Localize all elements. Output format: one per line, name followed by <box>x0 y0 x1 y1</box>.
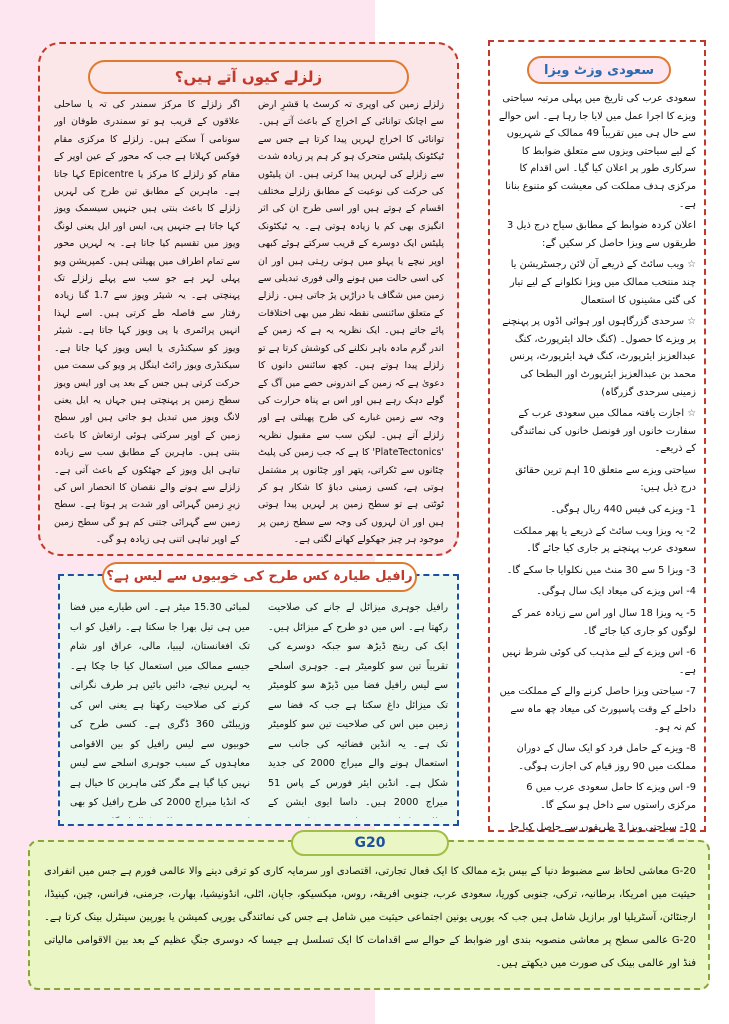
visa-fact-item: 4- اس ویزے کی میعاد ایک سال ہوگی۔ <box>536 586 696 598</box>
rafale-column-1 <box>268 598 448 818</box>
visa-method-item: ☆ سرحدی گزرگاہوں اور ہوائی اڈوں پر پہنچنے پر ویزے کا حصول۔ (کنگ خالد ایئرپورٹ، کنگ عبدالعزیز ایئرپورٹ، کنگ فہد ایئرپورٹ، پرنس محمد بن عبدالعزیز ایئرپورٹ اور البطحا کی زمینی سرحدی گزرگاہ) <box>498 313 696 401</box>
rafale-article <box>58 569 459 826</box>
saudi-visa-methods-intro: اعلان کردہ ضوابط کے مطابق سیاح درج ذیل 3 طریقوں سے ویزا حاصل کر سکیں گے: <box>506 220 696 249</box>
visa-fact-item: 7- سیاحتی ویزا حاصل کرنے والے کے مملکت میں داخلے کے وقت پاسپورٹ کی میعاد چھ ماہ سے کم نہ ہو۔ <box>499 686 696 733</box>
visa-fact-item: 2- یہ ویزا ویب سائٹ کے ذریعے یا پھر مملکت سعودی عرب پہنچنے پر جاری کیا جائے گا۔ <box>513 525 696 555</box>
rafale-column-2 <box>70 598 250 818</box>
visa-method-item: ☆ اجازت یافتہ ممالک میں سعودی عرب کے سفارت خانوں اور قونصل خانوں کی نمائندگی کے ذریعے۔ <box>498 405 696 458</box>
g20-title: G20 <box>291 830 449 856</box>
saudi-visa-body <box>498 90 696 858</box>
earthquake-article <box>38 42 459 556</box>
visa-fact-item: 6- اس ویزے کے لیے مذہب کی کوئی شرط نہیں ہے۔ <box>502 647 696 676</box>
earthquake-title: زلزلے کیوں آتے ہیں؟ <box>88 60 409 94</box>
g20-text: G-20 معاشی لحاظ سے مضبوط دنیا کے بیس بڑے ممالک کا ایک فعال تجارتی، اقتصادی اور سرمایہ کاری کو ترقی دینے والا عالمی فورم ہے جس میں انفرادی حیثیت میں امریکا، برطانیہ، ترکی، جنوبی کوریا، سعودی عرب، جنوبی افریقہ، روس، میکسیکو، جاپان، اٹلی، انڈونیشیا، بھارت، جرمنی، فرانس، چین، کینیڈا، ارجنٹائن، آسٹریلیا اور برازیل شامل ہیں جب کہ یورپی یونین اجتماعی حیثیت میں شامل ہے جس کی نمائندگی یورپی کمیشن یا یورپین سینٹرل بینک کرتا ہے۔ G-20 عالمی سطح پر معاشی منصوبہ بندی اور ضوابط کے حوالے سے اقدامات کا ایک تسلسل ہے جیسا کہ دوسری جنگِ عظیم کے بعد بین الاقوامی مالیاتی فنڈ اور عالمی بینک کی صورت میں دیکھتے ہیں۔ <box>44 866 696 969</box>
rafale-text-2: لمبائی 15.30 میٹر ہے۔ اس طیارے میں فضا میں ہی تیل بھرا جا سکتا ہے۔ رافیل کو اب تک افغانستان، لیبیا، مالی، عراق اور شام جیسے ممالک میں استعمال کیا جا چکا ہے۔ یہ لہریں نیچے، دائیں بائیں ہر طرف نگرانی کرنے کی صلاحیت رکھتا ہے یعنی اس کی وزیبلٹی 360 ڈگری ہے۔ کسی طرح کی خوبیوں سے لیس رافیل کو بین الاقوامی معاہدوں کے سبب جوہری اسلحے سے لیس نہیں کیا گیا ہے مگر کئی ماہرین کا خیال ہے کہ انڈیا میراج 2000 کی طرح رافیل کو بھی <box>70 602 250 808</box>
saudi-visa-article <box>488 40 706 832</box>
visa-fact-item: 3- ویزا 5 سے 30 منٹ میں نکلوایا جا سکے گا۔ <box>506 564 696 576</box>
g20-body <box>44 860 696 975</box>
visa-fact-item: 5- یہ ویزا 18 سال اور اس سے زیادہ عمر کے لوگوں کو جاری کیا جائے گا۔ <box>511 608 696 637</box>
saudi-visa-title: سعودی وزٹ ویزا <box>527 56 671 84</box>
visa-fact-item: 10- سیاحتی ویزا 3 طریقوں سے حاصل کیا جا <box>510 821 696 833</box>
visa-method-item: ☆ ویب سائٹ کے ذریعے آن لائن رجسٹریشن یا چند منتخب ممالک میں ویزا نکلوانے کے لیے تیار کی گئی مشینوں کا استعمال <box>498 256 696 309</box>
earthquake-column-1 <box>258 96 444 546</box>
g20-article <box>28 835 710 990</box>
visa-fact-item: 1- ویزے کی فیس 440 ریال ہوگی۔ <box>550 504 696 516</box>
visa-fact-item: 8- ویزے کے حامل فرد کو ایک سال کے دوران مملکت میں 90 روز قیام کی اجازت ہوگی۔ <box>516 743 696 772</box>
visa-fact-item: 9- اس ویزے کا حامل سعودی عرب میں 6 مرکزی راستوں سے داخل ہو سکے گا۔ <box>526 782 696 811</box>
earthquake-column-2 <box>54 96 240 546</box>
earthquake-columns <box>54 96 444 546</box>
earthquake-text-2: اگر زلزلے کا مرکز سمندر کی تہ یا ساحلی علاقوں کے قریب ہو تو سمندری طوفان اور سونامی آ سکتے ہیں۔ زلزلے کا مرکزی مقام فوکس کہلاتا ہے جب کہ محور کے عین اوپر کے مقام کو زلزلے کا مرکز یا Epicentre کہا جاتا ہے۔ ماہرین کے مطابق تین طرح کی لہریں زلزلے کا باعث بنتی ہیں جنہیں سیسمک ویوز کہا جاتا ہے جنہیں پی، ایس اور ایل یعنی لونگ ویوز میں تقسیم کیا جاتا ہے۔ یہ لہریں محور سے تمام اطراف میں پھیلتی ہیں۔ کمپریشن ویو پہلی لہر ہے جو سب سے پہلے زلزلے تک پہنچتی ہے۔ یہ شیئر ویوز سے 1.7 گنا زیادہ رفتار سے فاصلہ طے کرتی ہیں۔ اسے لہذا انہیں پرائمری یا پی ویوز کہا جاتا ہے۔ شیئر ویوز کو سیکنڈری یا ایس ویوز کہا جاتا ہے۔ سیکنڈری ویوز رائٹ اینگل پر ویو کی سمت میں حرکت کرتی ہیں جس کے بعد پی اور ایس ویوز سطح زمین پر پہنچتی ہیں جہاں یہ ایل یعنی لانگ ویوز میں تبدیل ہو جاتی ہیں اور سطح زمین کے اوپر سرکتی ہوئی ارتعاش کا باعث بنتی ہیں۔ ماہرین کے مطابق سب سے زیادہ تباہی ایل ویوز کے جھٹکوں کے باعث آتی ہے۔ زلزلے سے ہونے والے نقصان کا انحصار اس کی زیرِ زمین گہرائی اور شدت پر ہوتا ہے۔ سطح زمین سے گہرائی جتنی کم ہو گی سطح زمین کے اوپر تباہی اتنی ہی زیادہ ہو گی۔ <box>54 99 240 546</box>
rafale-title: رافیل طیارہ کس طرح کی خوبیوں سے لیس ہے؟ <box>102 562 417 592</box>
rafale-columns <box>70 598 448 818</box>
rafale-text-1: رافیل جوہری میزائل لے جانے کی صلاحیت رکھتا ہے۔ اس میں دو طرح کے میزائل ہیں۔ ایک کی رینج ڈیڑھ سو جبکہ دوسرے کی تقریباً تین سو کلومیٹر ہے۔ جوہری اسلحے سے لیس رافیل فضا میں ڈیڑھ سو کلومیٹر تک میزائل داغ سکتا ہے جب کہ فضا سے زمین میں اس کی صلاحیت تین سو کلومیٹر تک ہے۔ یہ انڈین فضائیہ کی جانب سے استعمال ہونے والے میراج 2000 کی جدید شکل ہے۔ انڈین ایئر فورس کے پاس 51 میراج 2000 ہیں۔ داسا ایوی ایشن کے <box>268 602 448 808</box>
earthquake-text-1: زلزلے زمین کی اوپری تہ کرسٹ یا قشرِ ارض سے اچانک توانائی کے اخراج کے باعث آتے ہیں۔ توانائی کا اخراج لہریں پیدا کرتا ہے جس سے ٹیکٹونک پلیٹس متحرک ہو کر ہم پر زیادہ شدت سے زلزلے کی لہریں پیدا کرتی ہیں۔ ان پلیٹوں کی حرکت کی نوعیت کے مطابق زلزلے مختلف اقسام کے ہوتے ہیں اور اسی طرح ان کی اثر انگیزی بھی کم یا زیادہ ہوتی ہے۔ یہ ٹیکٹونک پلیٹس ایک دوسرے کے قریب سرکتے ہوئے کبھی اوپر نیچے یا پہلو میں ہوتی رہتی ہیں اور ان کی اسی حالت میں ہونے والی فوری تبدیلی سے زمین میں شگاف یا دراڑیں پڑ جاتی ہیں۔ زلزلے کے متعلق سائنسی نقطہ نظر میں بھی اختلافات پائے جاتے ہیں۔ ایک نظریہ یہ ہے کہ زمین کے اندر گرم مادہ باہر نکلنے کی کوشش کرتا ہے تو زلزلے پیدا ہوتے ہیں۔ کچھ سائنس دانوں کا دعویٰ ہے کہ زمین کے اندرونی حصے میں آگ کے گولے دہک رہے ہیں اور اس بے پناہ حرارت کی وجہ سے زمین غبارے کی طرح پھیلتی ہے اور زلزلے آتے ہیں۔ لیکن سب سے مقبول نظریہ 'PlateTectonics' کا ہے کہ جب زمین کی پلیٹ چٹانوں سے ٹکراتی، پتھر اور چٹانوں پر مشتمل ہوتی ہے، کسی زمینی دباؤ کا شکار ہو کر ٹوٹتی ہے تو سطح زمین پر لہریں پیدا ہوتی ہیں اور ان لہروں کی وجہ سے سطح زمین پر موجود ہر چیز جھکولے کھانے لگتی ہے۔ <box>258 99 444 546</box>
saudi-visa-points-intro: سیاحتی ویزے سے متعلق 10 اہم ترین حقائق درج ذیل ہیں: <box>515 464 696 494</box>
saudi-visa-intro: سعودی عرب کی تاریخ میں پہلی مرتبہ سیاحتی ویزے کا اجرا عمل میں لایا جا رہا ہے۔ اس حوالے سے حال ہی میں تقریباً 49 ممالک کے شہریوں کے لیے سیاحتی ویزوں سے متعلق ضوابط کا سرکاری طور پر اعلان کیا گیا۔ اس اقدام کا مرکزی ہدف مملکت کی معیشت کو متنوع بنانا ہے۔ <box>498 93 696 210</box>
